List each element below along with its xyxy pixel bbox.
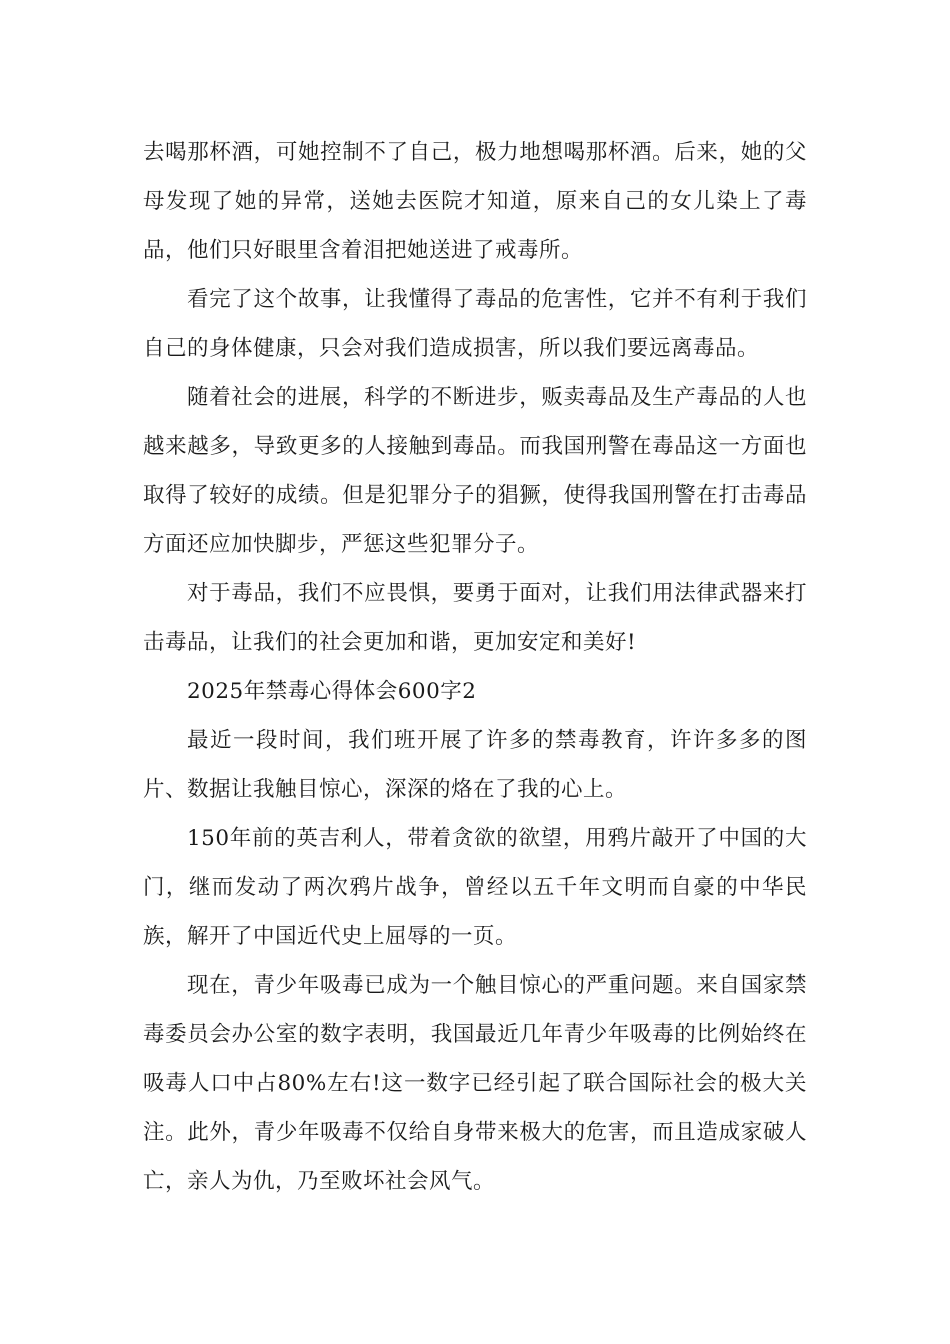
section-heading: 2025年禁毒心得体会600字2 [187,679,477,704]
paragraph-class-education: 最近一段时间，我们班开展了许多的禁毒教育，许许多多的图片、数据让我触目惊心，深深的烙在了我的心上。 [143,728,807,802]
paragraph-opium-history: 150年前的英吉利人，带着贪欲的欲望，用鸦片敲开了中国的大门，继而发动了两次鸦片战争，曾经以五千年文明而自豪的中华民族，解开了中国近代史上屈辱的一页。 [143,826,807,949]
paragraph-story-lesson: 看完了这个故事，让我懂得了毒品的危害性，它并不有利于我们自己的身体健康，只会对我们造成损害，所以我们要远离毒品。 [143,287,807,361]
paragraph-drug-trade: 随着社会的进展，科学的不断进步，贩卖毒品及生产毒品的人也越来越多，导致更多的人接触到毒品。而我国刑警在毒品这一方面也取得了较好的成绩。但是犯罪分子的猖獗，使得我国刑警在打击毒品方面还应加快脚步，严惩这些犯罪分子。 [143,385,807,557]
paragraph-continuation: 去喝那杯酒，可她控制不了自己，极力地想喝那杯酒。后来，她的父母发现了她的异常，送她去医院才知道，原来自己的女儿染上了毒品，他们只好眼里含着泪把她送进了戒毒所。 [143,140,807,263]
paragraph-youth-drug-problem: 现在，青少年吸毒已成为一个触目惊心的严重问题。来自国家禁毒委员会办公室的数字表明，我国最近几年青少年吸毒的比例始终在吸毒人口中占80%左右!这一数字已经引起了联合国际社会的极大关注。此外，青少年吸毒不仅给自身带来极大的危害，而且造成家破人亡，亲人为仇，乃至败坏社会风气。 [143,973,807,1194]
paragraph-face-drugs: 对于毒品，我们不应畏惧，要勇于面对，让我们用法律武器来打击毒品，让我们的社会更加和谐，更加安定和美好! [143,581,807,655]
document-body [143,128,807,1206]
